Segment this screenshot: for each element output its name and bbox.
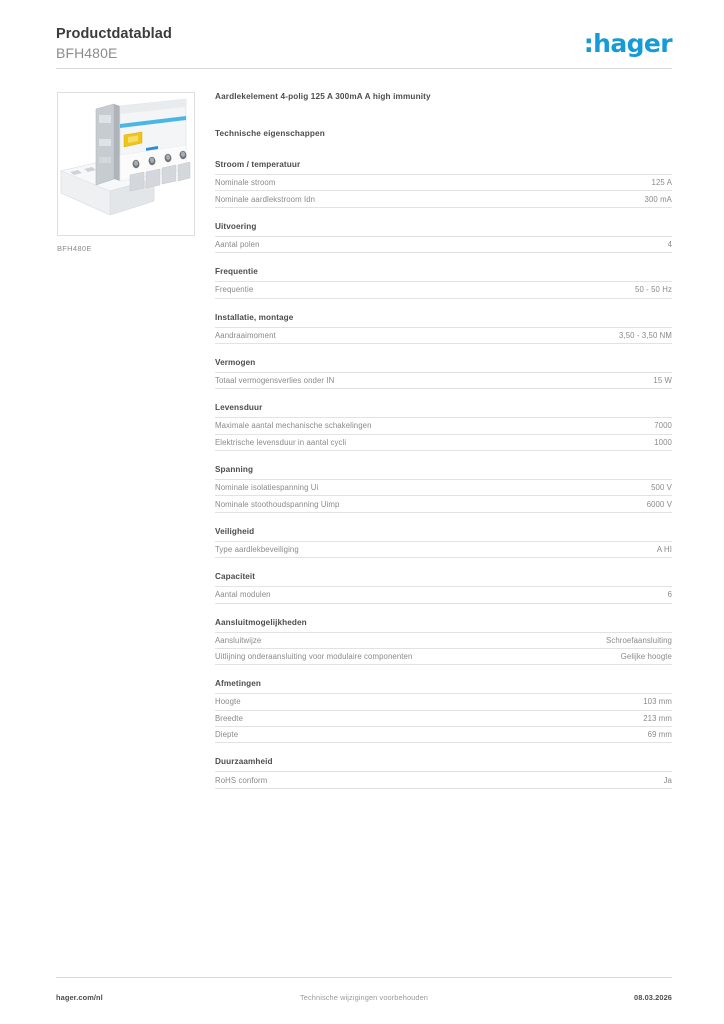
spec-row [215,586,672,603]
spec-label: Totaal vermogensverlies onder IN [215,376,335,386]
footer-website-link[interactable]: hager.com/nl [56,993,103,1002]
spec-label: Elektrische levensduur in aantal cycli [215,437,347,447]
specifications-column [215,92,672,803]
spec-row [215,281,672,298]
spec-row [215,693,672,709]
spec-label: Aansluitwijze [215,635,262,645]
spec-group [215,465,672,513]
spec-label: Aantal modulen [215,590,271,600]
spec-row [215,632,672,648]
page-footer [56,993,672,1002]
spec-value: Gelijke hoogte [620,652,672,662]
spec-value: 7000 [654,421,672,431]
spec-group-title: Aansluitmogelijkheden [215,617,307,627]
spec-label: Aandraaimoment [215,330,276,340]
spec-group [215,618,672,666]
spec-row [215,434,672,451]
spec-value: 6 [667,590,672,600]
spec-group [215,527,672,558]
spec-value: 69 mm [647,730,672,740]
spec-value: 103 mm [643,697,672,707]
spec-group [215,757,672,788]
spec-group-title: Uitvoering [215,221,257,231]
spec-row [215,417,672,433]
spec-label: Type aardlekbeveiliging [215,544,299,554]
spec-group-title: Capaciteit [215,572,256,582]
spec-group [215,679,672,743]
specifications-heading: Technische eigenschappen [215,129,325,138]
spec-group [215,403,672,451]
spec-label: RoHS conform [215,775,268,785]
footer-disclaimer: Technische wijzigingen voorbehouden [300,993,428,1002]
spec-value: 3,50 - 3,50 NM [619,330,672,340]
product-figure [57,92,195,253]
spec-label: Frequentie [215,285,254,295]
spec-value: Schroefaansluiting [606,635,672,645]
footer-divider [56,977,672,978]
spec-group-title: Afmetingen [215,679,262,689]
spec-row [215,648,672,665]
spec-group-title: Levensduur [215,403,263,413]
spec-label: Aantal polen [215,239,260,249]
specification-groups [215,160,672,789]
footer-date: 08.03.2026 [634,993,672,1002]
spec-label: Nominale aardlekstroom Idn [215,194,316,204]
spec-value: 1000 [654,437,672,447]
spec-row [215,190,672,207]
spec-group [215,222,672,253]
product-image-frame [57,92,195,236]
spec-row [215,726,672,743]
spec-row [215,372,672,389]
product-description: Aardlekelement 4-polig 125 A 300mA A high immunity [215,92,431,101]
spec-label: Uitlijning onderaansluiting voor modulaire componenten [215,652,413,662]
spec-group-title: Duurzaamheid [215,757,273,767]
spec-group [215,313,672,344]
spec-label: Nominale stroom [215,178,276,188]
product-image-caption: BFH480E [57,244,92,253]
spec-row [215,710,672,726]
spec-group [215,572,672,603]
product-reference-subtitle: BFH480E [56,45,118,61]
spec-group-title: Installatie, montage [215,312,294,322]
spec-label: Nominale stoothoudspanning Uimp [215,499,340,509]
spec-value: 6000 V [646,499,672,509]
spec-row [215,495,672,512]
spec-label: Diepte [215,730,239,740]
spec-group [215,160,672,208]
spec-value: 50 - 50 Hz [635,285,672,295]
spec-row [215,327,672,344]
spec-group-title: Frequentie [215,267,258,277]
spec-group-title: Veiligheid [215,526,255,536]
spec-group-title: Stroom / temperatuur [215,160,301,169]
spec-row [215,174,672,190]
spec-value: 15 W [653,376,672,386]
spec-label: Nominale isolatiespanning Ui [215,483,319,493]
spec-group [215,358,672,389]
product-photo-icon [58,93,194,235]
spec-row [215,479,672,495]
page-header [56,26,672,70]
page-title: Productdatablad [56,26,172,42]
spec-label: Breedte [215,713,244,723]
header-divider [56,68,672,69]
spec-label: Hoogte [215,697,241,707]
spec-value: 125 A [651,178,672,188]
spec-row [215,541,672,558]
spec-group [215,267,672,298]
logo-wordmark: hager [593,29,672,58]
hager-logo [584,31,672,57]
spec-row [215,236,672,253]
logo-colon: : [583,29,594,58]
spec-group-title: Spanning [215,465,254,474]
spec-value: 500 V [651,483,672,493]
spec-label: Maximale aantal mechanische schakelingen [215,421,372,431]
spec-value: 4 [667,239,672,249]
spec-group-title: Vermogen [215,357,256,367]
spec-row [215,771,672,788]
spec-value: 213 mm [643,713,672,723]
spec-value: Ja [663,775,672,785]
spec-value: A HI [656,544,672,554]
spec-value: 300 mA [644,194,672,204]
